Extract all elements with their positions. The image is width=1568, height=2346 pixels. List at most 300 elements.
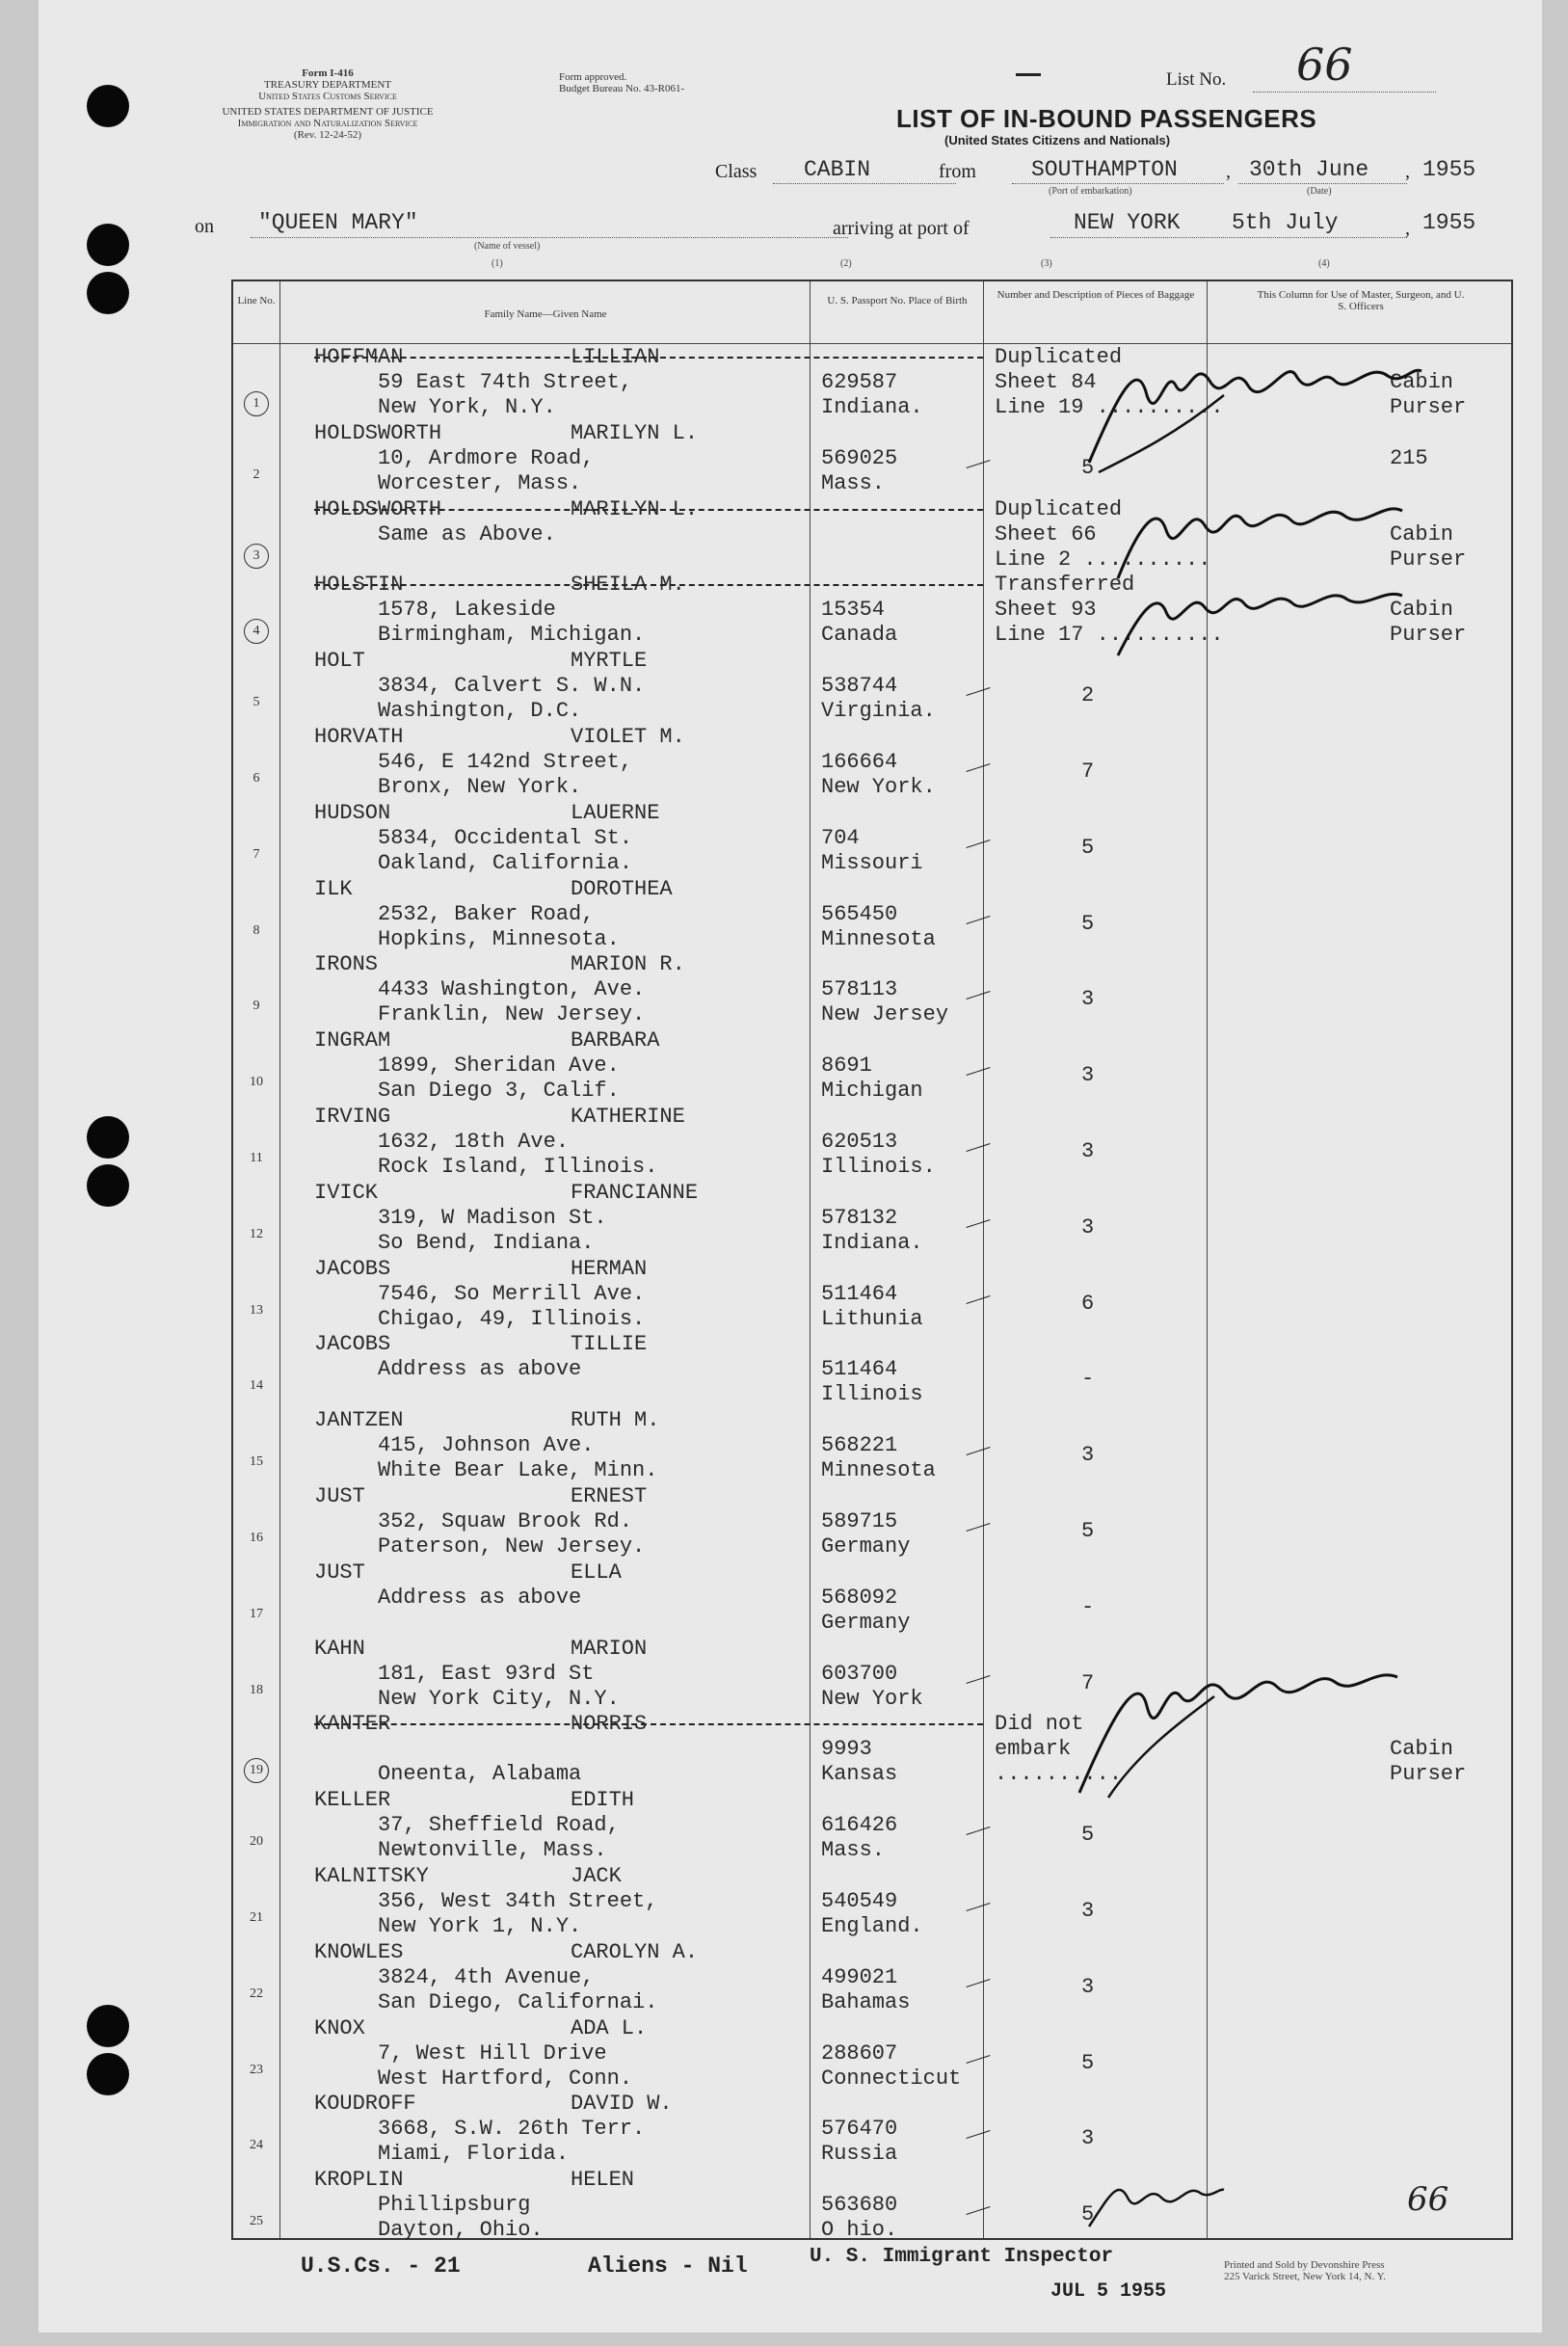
line-number xyxy=(233,1151,279,1166)
address-line-1: Address as above xyxy=(378,1357,582,1382)
surname: IRVING xyxy=(314,1105,391,1129)
baggage-count: - xyxy=(1081,1367,1095,1392)
line-number-value: 17 xyxy=(250,1606,263,1621)
given-name: MARION xyxy=(571,1636,648,1661)
passport-number: 704 xyxy=(821,825,860,850)
budget-bureau: Budget Bureau No. 43-R061- xyxy=(559,83,685,94)
list-no-value: 66 xyxy=(1296,39,1353,91)
officer-note-1: Cabin xyxy=(1390,370,1454,394)
table-row xyxy=(233,877,1515,953)
line-number xyxy=(233,847,279,863)
punch-hole xyxy=(87,2005,129,2047)
vessel-underline xyxy=(251,237,848,238)
place-of-birth: New York xyxy=(821,1686,923,1711)
surname: INGRAM xyxy=(314,1028,391,1053)
address-line-1: 10, Ardmore Road, xyxy=(378,445,595,470)
line-number-value: 20 xyxy=(250,1834,263,1850)
place-of-birth: Kansas xyxy=(821,1762,898,1787)
table-row xyxy=(233,1105,1515,1181)
baggage-count: - xyxy=(1081,1594,1095,1619)
table-row xyxy=(233,1408,1515,1484)
header-line-no: Line No. xyxy=(237,295,276,307)
place-of-birth: O hio. xyxy=(821,2218,898,2243)
surname: JACOBS xyxy=(314,1332,391,1357)
address-line-1: Phillipsburg xyxy=(378,2193,531,2218)
surname: ILK xyxy=(314,876,353,901)
comma-separator: , xyxy=(1405,161,1410,182)
passport-number: 568221 xyxy=(821,1433,898,1458)
dept-justice-sub: Immigration and Naturalization Service xyxy=(237,118,418,129)
surname: KROPLIN xyxy=(314,2168,404,2193)
place-of-birth: Minnesota xyxy=(821,1458,936,1483)
check-mark xyxy=(966,1675,990,1684)
place-of-birth: Indiana. xyxy=(821,395,923,419)
line-number xyxy=(233,999,279,1014)
place-of-birth: Canada xyxy=(821,623,898,648)
purser-signature xyxy=(1108,569,1455,665)
class-underline xyxy=(773,183,956,184)
check-mark xyxy=(966,1143,990,1152)
place-of-birth: Russia xyxy=(821,2142,898,2167)
surname: HOLSTIN xyxy=(314,573,404,598)
place-of-birth: Indiana. xyxy=(821,1230,923,1255)
arriving-label: arriving at port of xyxy=(833,218,970,239)
line-number-value: 18 xyxy=(250,1682,263,1697)
form-title: LIST OF IN-BOUND PASSENGERS xyxy=(896,104,1317,133)
surname: KALNITSKY xyxy=(314,1864,429,1888)
address-line-2: Oakland, California. xyxy=(378,850,633,875)
line-number-value: 13 xyxy=(250,1302,263,1318)
line-number xyxy=(233,1303,279,1319)
place-of-birth: England. xyxy=(821,1914,923,1938)
given-name: RUTH M. xyxy=(571,1408,660,1433)
printer-line-2: 225 Varick Street, New York 14, N. Y. xyxy=(1224,2271,1386,2282)
given-name: SHEILA M. xyxy=(571,573,685,598)
address-line-2: Worcester, Mass. xyxy=(378,470,582,495)
address-line-2: Chigao, 49, Illinois. xyxy=(378,1306,646,1331)
table-row xyxy=(233,1028,1515,1105)
baggage-count: 5 xyxy=(1081,2050,1095,2075)
address-line-1: 2532, Baker Road, xyxy=(378,901,595,926)
passport-number: 576470 xyxy=(821,2117,898,2142)
citizens-count: U.S.Cs. - 21 xyxy=(301,2253,461,2279)
list-no-label: List No. xyxy=(1166,69,1227,90)
officer-note-1: Cabin xyxy=(1390,521,1454,547)
strikethrough-line xyxy=(314,1723,983,1725)
baggage-count: 5 xyxy=(1081,1519,1095,1543)
given-name: MYRTLE xyxy=(571,649,648,674)
passport-number: 578113 xyxy=(821,977,898,1002)
address-line-1: 3668, S.W. 26th Terr. xyxy=(378,2117,646,2142)
port-of-embarkation: SOUTHAMPTON xyxy=(1031,157,1178,182)
dept-treasury-sub: United States Customs Service xyxy=(258,91,397,102)
surname: HOLDSWORTH xyxy=(314,496,442,521)
address-line-2: Miami, Florida. xyxy=(378,2142,570,2167)
passport-number: 540549 xyxy=(821,1889,898,1913)
line-number-value: 9 xyxy=(252,999,260,1014)
given-name: ADA L. xyxy=(571,2015,648,2040)
officer-note-2: Purser xyxy=(1390,547,1467,572)
place-of-birth: Missouri xyxy=(821,850,923,875)
date-underline xyxy=(1238,183,1407,184)
line-number xyxy=(233,1683,279,1698)
class-value: CABIN xyxy=(804,157,871,182)
given-name: MARILYN L. xyxy=(571,496,699,521)
list-no-underline xyxy=(1253,92,1436,93)
note-line-2: Sheet 66 xyxy=(995,521,1097,547)
check-mark xyxy=(966,2206,990,2215)
given-name: MARION R. xyxy=(571,952,685,977)
passport-number: 603700 xyxy=(821,1661,898,1686)
table-row xyxy=(233,952,1515,1028)
surname: KNOWLES xyxy=(314,1939,404,1964)
address-line-1: Same as Above. xyxy=(378,521,556,547)
from-caption: (Port of embarkation) xyxy=(1049,186,1132,197)
check-mark xyxy=(966,991,990,1000)
note-line-1: Duplicated xyxy=(995,345,1123,369)
place-of-birth: Virginia. xyxy=(821,699,936,724)
line-number xyxy=(233,2063,279,2078)
line-number-value: 22 xyxy=(250,1986,263,2001)
place-of-birth: New York. xyxy=(821,775,936,799)
baggage-count: 5 xyxy=(1081,455,1095,480)
passport-number: 9993 xyxy=(821,1737,872,1762)
address-line-1: 1632, 18th Ave. xyxy=(378,1130,570,1154)
date-caption: (Date) xyxy=(1307,186,1332,197)
surname: KAHN xyxy=(314,1636,365,1661)
officer-note-1: Cabin xyxy=(1390,598,1454,623)
col-num-4: (4) xyxy=(1318,258,1330,269)
note-line-1: Duplicated xyxy=(995,496,1123,521)
address-line-1: 59 East 74th Street, xyxy=(378,370,633,394)
address-line-2: San Diego 3, Calif. xyxy=(378,1079,620,1104)
header-officers: This Column for Use of Master, Surgeon, and U. S. Officers xyxy=(1257,289,1465,312)
passport-number: 616426 xyxy=(821,1813,898,1838)
passport-number: 538744 xyxy=(821,674,898,699)
form-id: Form I-416 xyxy=(302,67,354,79)
line-number-value: 23 xyxy=(250,2062,263,2077)
given-name: TILLIE xyxy=(571,1332,648,1357)
arrival-date: 5th July xyxy=(1232,210,1339,235)
line-number-value: 24 xyxy=(250,2138,263,2153)
line-number xyxy=(233,771,279,786)
baggage-count: 3 xyxy=(1081,1443,1095,1468)
table-row xyxy=(233,1181,1515,1257)
passport-number: 15354 xyxy=(821,598,886,623)
line-number-value: 5 xyxy=(252,695,260,710)
surname: HOFFMAN xyxy=(314,345,404,369)
officer-note-1: 215 xyxy=(1390,445,1428,470)
line-number-value: 15 xyxy=(250,1454,263,1470)
baggage-count: 2 xyxy=(1081,683,1095,708)
line-number-value: 19 xyxy=(244,1758,269,1783)
baggage-count: 3 xyxy=(1081,1139,1095,1163)
check-mark xyxy=(966,1903,990,1911)
line-number-value: 16 xyxy=(250,1531,263,1545)
on-label: on xyxy=(195,216,214,237)
address-line-1: Address as above xyxy=(378,1585,582,1610)
line-number xyxy=(233,619,279,644)
address-line-1: 3824, 4th Avenue, xyxy=(378,1964,595,1989)
surname: HORVATH xyxy=(314,725,404,749)
address-line-1: 7, West Hill Drive xyxy=(378,2040,607,2066)
line-number xyxy=(233,1910,279,1926)
address-line-2: Paterson, New Jersey. xyxy=(378,1534,646,1559)
line-number xyxy=(233,391,279,416)
address-line-2: Birmingham, Michigan. xyxy=(378,623,646,648)
address-line-2: New York, N.Y. xyxy=(378,395,556,419)
address-line-1: 37, Sheffield Road, xyxy=(378,1813,620,1838)
passport-number: 511464 xyxy=(821,1281,898,1306)
given-name: VIOLET M. xyxy=(571,725,685,749)
surname: JANTZEN xyxy=(314,1408,404,1433)
check-mark xyxy=(966,1219,990,1228)
check-mark xyxy=(966,687,990,696)
baggage-count: 7 xyxy=(1081,760,1095,784)
address-line-1: 356, West 34th Street, xyxy=(378,1889,658,1913)
note-line-3: Line 2 .......... xyxy=(995,547,1211,572)
line-number xyxy=(233,1227,279,1242)
line-number-value: 1 xyxy=(244,391,269,416)
given-name: NORRIS xyxy=(571,1712,648,1737)
line-number-value: 4 xyxy=(244,619,269,644)
form-approved: Form approved. xyxy=(559,71,627,83)
address-line-2: New York 1, N.Y. xyxy=(378,1914,582,1938)
line-number xyxy=(233,1075,279,1090)
vessel-caption: (Name of vessel) xyxy=(474,241,541,252)
punch-hole xyxy=(87,1116,129,1159)
place-of-birth: Mass. xyxy=(821,470,886,495)
line-number-value: 21 xyxy=(250,1910,263,1925)
line-number-value: 3 xyxy=(244,544,269,569)
address-line-2: Newtonville, Mass. xyxy=(378,1838,607,1863)
place-of-birth: Bahamas xyxy=(821,1989,911,2014)
surname: KNOX xyxy=(314,2015,365,2040)
check-mark xyxy=(966,1447,990,1455)
address-line-2: Bronx, New York. xyxy=(378,775,582,799)
form-agency-block xyxy=(202,67,453,141)
check-mark xyxy=(966,2055,990,2064)
baggage-count: 5 xyxy=(1081,2202,1095,2227)
note-line-3: .......... xyxy=(995,1762,1123,1787)
check-mark xyxy=(966,460,990,468)
place-of-birth: Minnesota xyxy=(821,926,936,951)
passport-number: 569025 xyxy=(821,445,898,470)
table-row xyxy=(233,1560,1515,1637)
table-row xyxy=(233,2092,1515,2168)
passport-number: 563680 xyxy=(821,2193,898,2218)
col-num-1: (1) xyxy=(492,258,503,269)
arrival-year: 1955 xyxy=(1422,210,1476,235)
note-line-1: Transferred xyxy=(995,573,1135,598)
check-mark xyxy=(966,1295,990,1304)
punch-hole xyxy=(87,85,129,127)
strikethrough-line xyxy=(314,584,983,586)
printer-credit xyxy=(1224,2259,1386,2282)
given-name: EDITH xyxy=(571,1788,635,1813)
line-number xyxy=(233,544,279,569)
check-mark xyxy=(966,1979,990,1987)
from-underline xyxy=(1012,183,1224,184)
passport-number: 499021 xyxy=(821,1964,898,1989)
passport-number: 8691 xyxy=(821,1053,872,1079)
line-number xyxy=(233,2138,279,2153)
address-line-1: 1578, Lakeside xyxy=(378,598,556,623)
address-line-2: San Diego, Californai. xyxy=(378,1989,658,2014)
address-line-1: 1899, Sheridan Ave. xyxy=(378,1053,620,1079)
baggage-count: 5 xyxy=(1081,911,1095,936)
address-line-1: 4433 Washington, Ave. xyxy=(378,977,646,1002)
line-number-value: 25 xyxy=(250,2214,263,2229)
baggage-count: 3 xyxy=(1081,1063,1095,1088)
baggage-count: 3 xyxy=(1081,1899,1095,1923)
surname: HUDSON xyxy=(314,800,391,825)
line-number xyxy=(233,923,279,939)
note-line-3: Line 19 .......... xyxy=(995,395,1224,419)
check-mark xyxy=(966,1826,990,1835)
line-number-value: 2 xyxy=(252,467,260,482)
surname: KELLER xyxy=(314,1788,391,1813)
given-name: HELEN xyxy=(571,2168,635,2193)
strikethrough-line xyxy=(314,357,983,359)
date-stamp: JUL 5 1955 xyxy=(1050,2280,1167,2303)
given-name: KATHERINE xyxy=(571,1105,685,1129)
comma-separator: , xyxy=(1405,218,1410,239)
line-number-value: 7 xyxy=(252,846,260,862)
surname: KOUDROFF xyxy=(314,2092,416,2117)
address-line-1: 352, Squaw Brook Rd. xyxy=(378,1509,633,1533)
given-name: LILLIAN xyxy=(571,345,660,369)
arrival-port: NEW YORK xyxy=(1074,210,1181,235)
baggage-count: 6 xyxy=(1081,1291,1095,1316)
page-number-handwritten: 66 xyxy=(1407,2180,1449,2219)
ink-mark xyxy=(1016,73,1041,76)
surname: JUST xyxy=(314,1560,365,1585)
passport-number: 620513 xyxy=(821,1130,898,1154)
passport-number: 568092 xyxy=(821,1585,898,1610)
line-number xyxy=(233,2214,279,2229)
strikethrough-line xyxy=(314,509,983,511)
col-num-3: (3) xyxy=(1041,258,1052,269)
address-line-1: 7546, So Merrill Ave. xyxy=(378,1281,646,1306)
purser-signature xyxy=(1079,337,1446,482)
line-number-value: 8 xyxy=(252,922,260,938)
table-row xyxy=(233,1332,1515,1408)
from-label: from xyxy=(939,161,976,182)
address-line-1: 5834, Occidental St. xyxy=(378,825,633,850)
officer-note-1: Cabin xyxy=(1390,1737,1454,1762)
address-line-2: West Hartford, Conn. xyxy=(378,2066,633,2091)
table-row xyxy=(233,1864,1515,1940)
dept-justice: UNITED STATES DEPARTMENT OF JUSTICE xyxy=(222,106,434,118)
passport-number: 578132 xyxy=(821,1205,898,1230)
line-number xyxy=(233,467,279,483)
passport-number: 565450 xyxy=(821,901,898,926)
check-mark xyxy=(966,916,990,924)
address-line-2: So Bend, Indiana. xyxy=(378,1230,595,1255)
passport-number: 629587 xyxy=(821,370,898,394)
departure-year: 1955 xyxy=(1422,157,1476,182)
surname: KANTER xyxy=(314,1712,391,1737)
printer-line-1: Printed and Sold by Devonshire Press xyxy=(1224,2259,1385,2271)
place-of-birth: Germany xyxy=(821,1534,911,1559)
given-name: ERNEST xyxy=(571,1484,648,1508)
line-number xyxy=(233,1531,279,1546)
given-name: CAROLYN A. xyxy=(571,1939,699,1964)
passport-number: 166664 xyxy=(821,750,898,774)
surname: HOLT xyxy=(314,649,365,674)
line-number xyxy=(233,1378,279,1394)
table-row xyxy=(233,2168,1515,2244)
place-of-birth: Illinois. xyxy=(821,1155,936,1179)
check-mark xyxy=(966,2130,990,2139)
address-line-1: 181, East 93rd St xyxy=(378,1661,595,1686)
line-number-value: 12 xyxy=(250,1226,263,1241)
surname: IVICK xyxy=(314,1180,379,1205)
baggage-count: 3 xyxy=(1081,987,1095,1012)
place-of-birth: Mass. xyxy=(821,1838,886,1863)
table-row xyxy=(233,1940,1515,2016)
line-number-value: 11 xyxy=(250,1151,263,1165)
place-of-birth: Germany xyxy=(821,1610,911,1635)
line-number xyxy=(233,1758,279,1783)
surname: JUST xyxy=(314,1484,365,1508)
address-line-2: Washington, D.C. xyxy=(378,699,582,724)
address-line-1: 546, E 142nd Street, xyxy=(378,750,633,774)
baggage-count: 3 xyxy=(1081,1974,1095,1999)
line-number xyxy=(233,1986,279,2002)
line-number xyxy=(233,1607,279,1622)
given-name: HERMAN xyxy=(571,1256,648,1281)
header-passport: U. S. Passport No. Place of Birth xyxy=(827,295,968,307)
form-subtitle: (United States Citizens and Nationals) xyxy=(944,133,1171,147)
punch-hole xyxy=(87,2053,129,2095)
place-of-birth: New Jersey xyxy=(821,1002,949,1027)
place-of-birth: Lithunia xyxy=(821,1306,923,1331)
given-name: DAVID W. xyxy=(571,2092,673,2117)
baggage-count: 3 xyxy=(1081,1214,1095,1240)
table-row xyxy=(233,1257,1515,1333)
approval-block xyxy=(559,71,684,94)
check-mark xyxy=(966,763,990,772)
baggage-count: 3 xyxy=(1081,2126,1095,2151)
line-number xyxy=(233,695,279,710)
address-line-1: 415, Johnson Ave. xyxy=(378,1433,595,1458)
address-line-2: Hopkins, Minnesota. xyxy=(378,926,620,951)
given-name: JACK xyxy=(571,1864,622,1888)
address-line-2: White Bear Lake, Minn. xyxy=(378,1458,658,1483)
given-name: LAUERNE xyxy=(571,800,660,825)
surname: JACOBS xyxy=(314,1256,391,1281)
given-name: MARILYN L. xyxy=(571,420,699,445)
given-name: BARBARA xyxy=(571,1028,660,1053)
given-name: DOROTHEA xyxy=(571,876,673,901)
class-label: Class xyxy=(715,161,757,182)
check-mark xyxy=(966,840,990,848)
passport-number: 589715 xyxy=(821,1509,898,1533)
note-line-2: embark xyxy=(995,1737,1072,1762)
place-of-birth: Michigan xyxy=(821,1079,923,1104)
purser-signature xyxy=(1070,1639,1436,1802)
baggage-count: 7 xyxy=(1081,1670,1095,1695)
table-row xyxy=(233,725,1515,801)
note-line-2: Sheet 93 xyxy=(995,598,1097,623)
baggage-count: 5 xyxy=(1081,835,1095,860)
officer-note-2: Purser xyxy=(1390,1762,1467,1787)
punch-hole xyxy=(87,272,129,314)
vessel-name: "QUEEN MARY" xyxy=(258,210,418,235)
note-line-2: Sheet 84 xyxy=(995,370,1097,394)
